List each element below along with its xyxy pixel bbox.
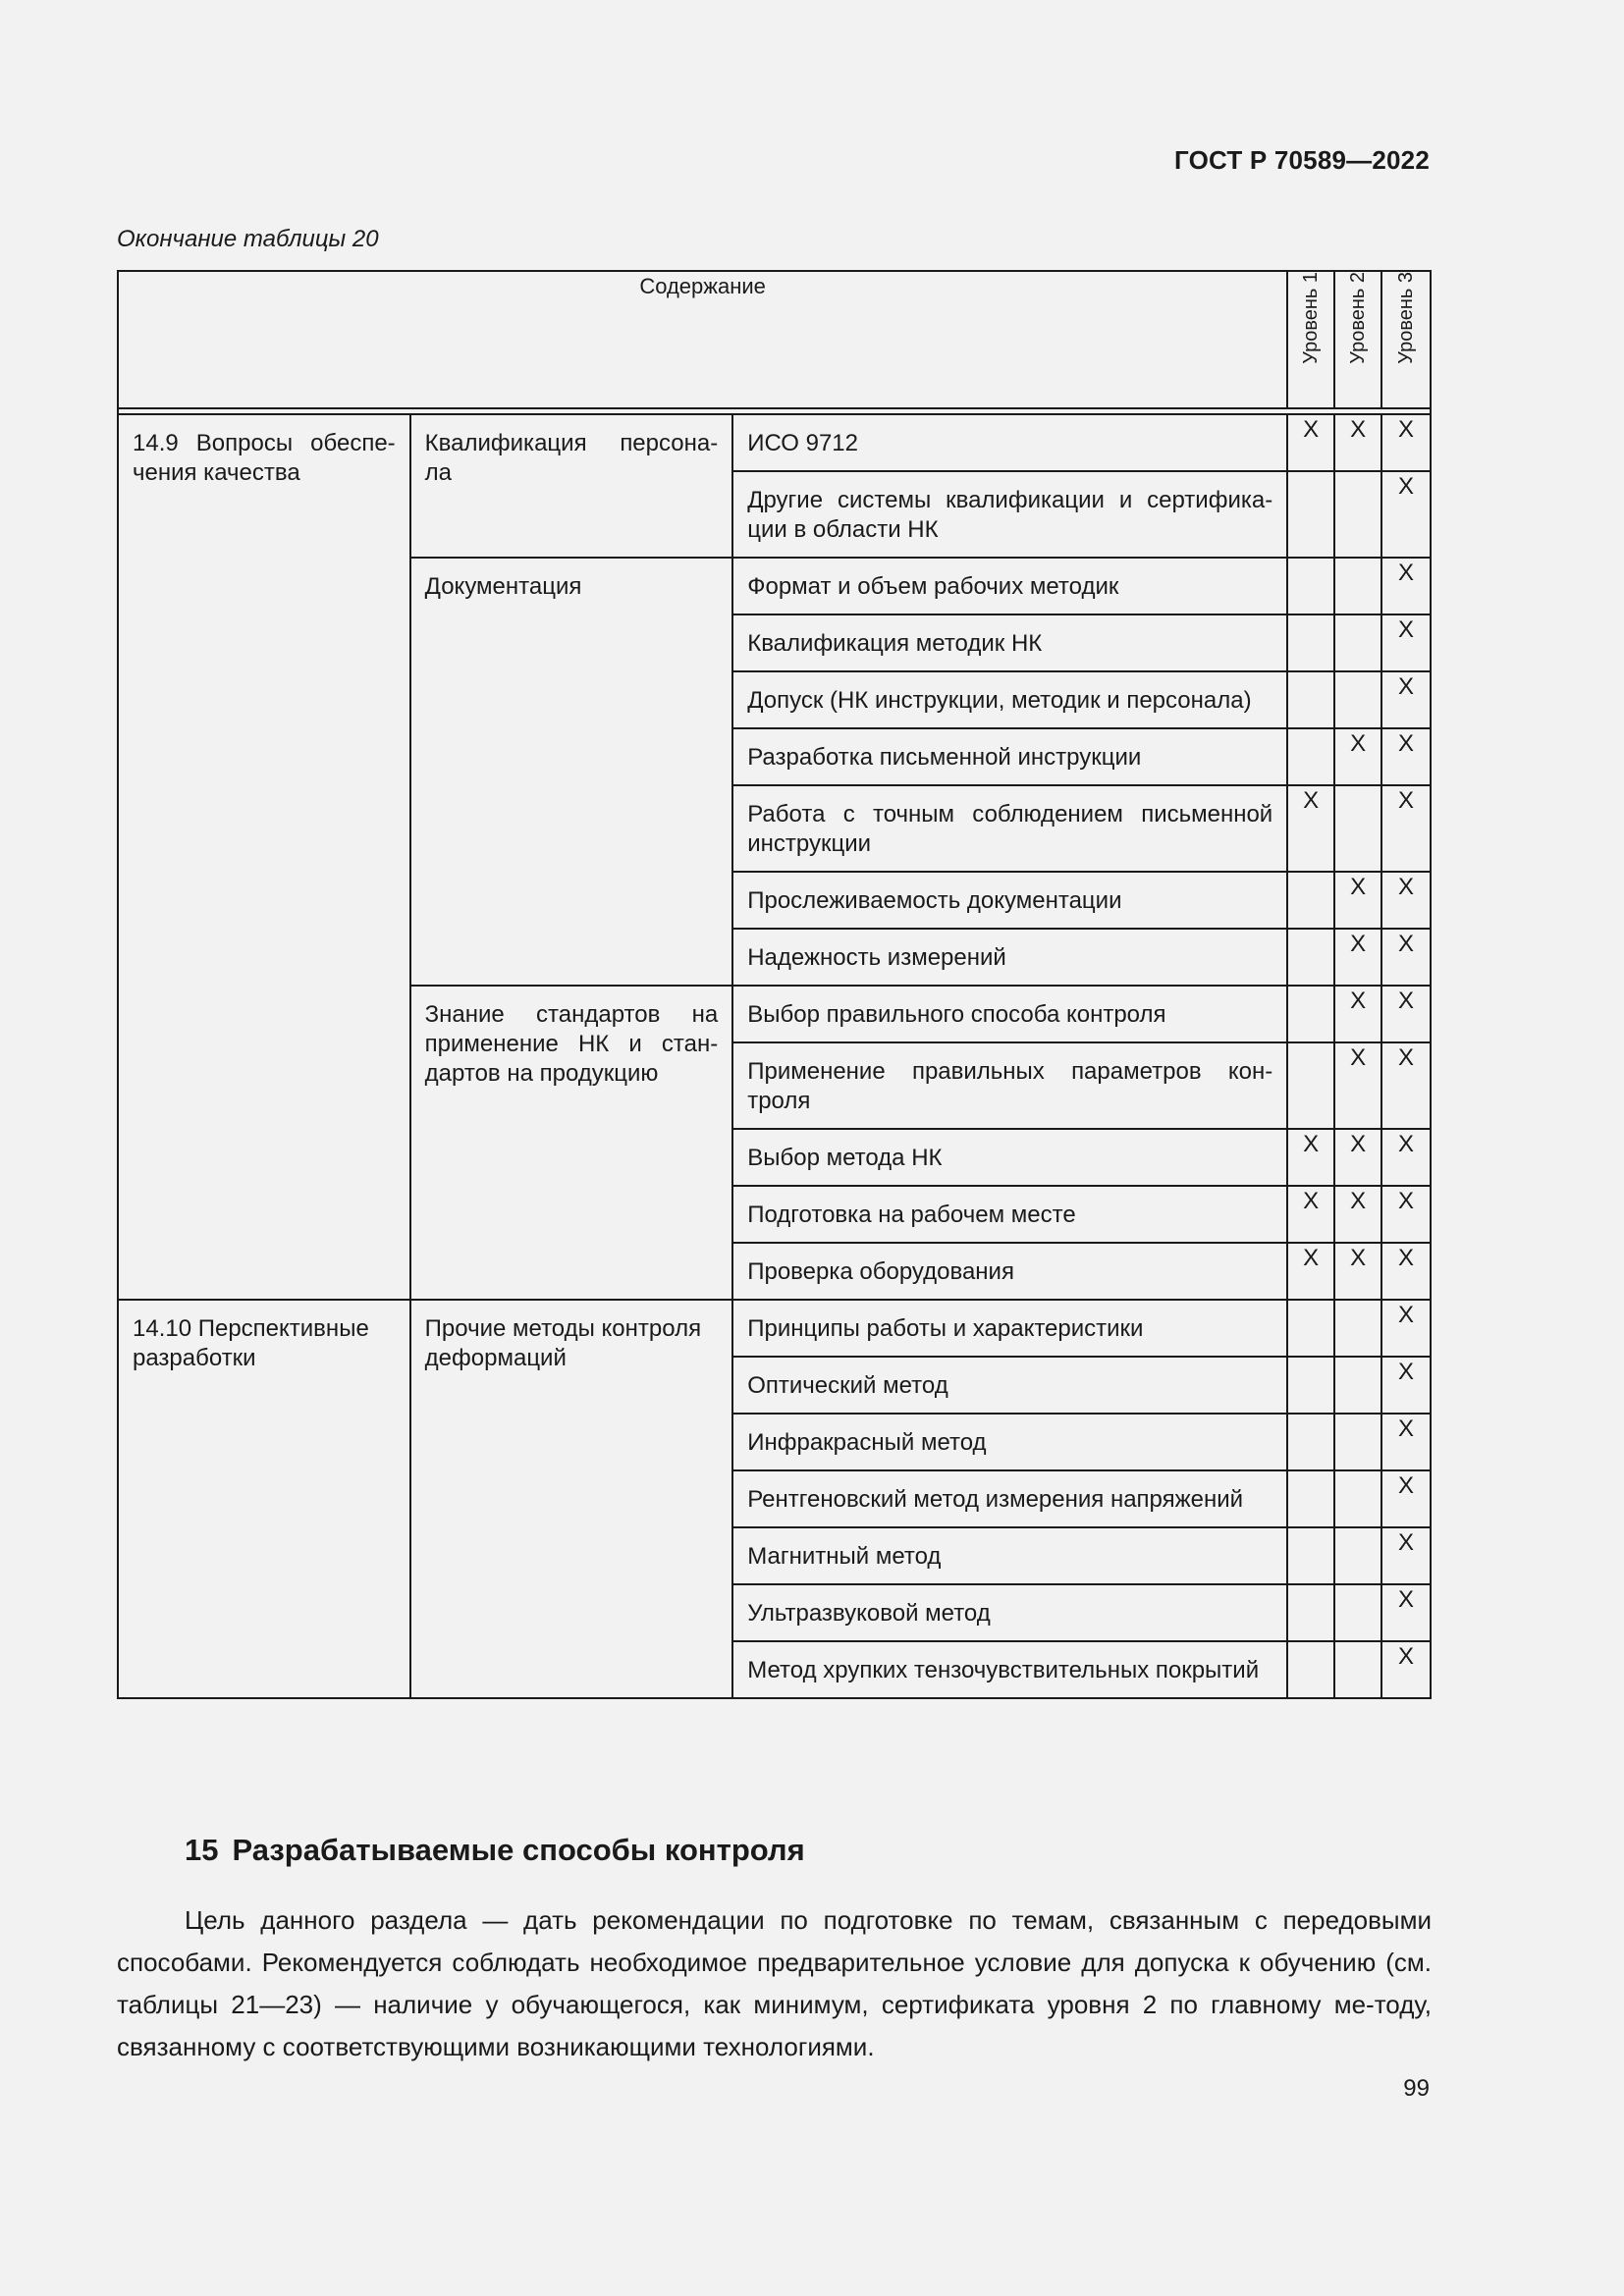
level-1-mark [1287, 558, 1334, 614]
group-title: Квалификация персона-ла [410, 414, 733, 558]
level-3-header: Уровень 3 [1381, 271, 1431, 408]
level-3-mark: X [1381, 1414, 1431, 1470]
level-1-mark [1287, 1357, 1334, 1414]
level-3-mark: X [1381, 1129, 1431, 1186]
item-text: Надежность измерений [732, 929, 1287, 986]
level-1-mark [1287, 1042, 1334, 1129]
item-text: Принципы работы и характеристики [732, 1300, 1287, 1357]
level-2-mark [1334, 671, 1381, 728]
level-2-mark: X [1334, 728, 1381, 785]
table-row [118, 414, 1431, 471]
level-2-header: Уровень 2 [1334, 271, 1381, 408]
level-2-mark [1334, 1641, 1381, 1698]
group-title: Прочие методы контроля деформаций [410, 1300, 733, 1698]
level-1-mark [1287, 728, 1334, 785]
level-1-mark: X [1287, 1186, 1334, 1243]
section-heading [185, 1833, 805, 1868]
level-1-mark [1287, 1414, 1334, 1470]
level-2-mark [1334, 1357, 1381, 1414]
document-code: ГОСТ Р 70589—2022 [1174, 145, 1430, 175]
level-3-mark: X [1381, 414, 1431, 471]
level-3-mark: X [1381, 1300, 1431, 1357]
item-text: Выбор метода НК [732, 1129, 1287, 1186]
item-text: Допуск (НК инструкции, методик и персонала) [732, 671, 1287, 728]
level-3-mark: X [1381, 929, 1431, 986]
item-text: Разработка письменной инструкции [732, 728, 1287, 785]
level-2-mark: X [1334, 1186, 1381, 1243]
item-text: Оптический метод [732, 1357, 1287, 1414]
item-text: Инфракрасный метод [732, 1414, 1287, 1470]
item-text: Подготовка на рабочем месте [732, 1186, 1287, 1243]
level-2-mark [1334, 1527, 1381, 1584]
level-2-mark: X [1334, 1129, 1381, 1186]
level-1-mark [1287, 671, 1334, 728]
level-1-mark [1287, 1584, 1334, 1641]
item-text: Формат и объем рабочих методик [732, 558, 1287, 614]
level-3-mark: X [1381, 1243, 1431, 1300]
level-3-mark: X [1381, 558, 1431, 614]
content-header: Содержание [118, 271, 1287, 408]
level-2-mark [1334, 1584, 1381, 1641]
item-text: Метод хрупких тензочувствительных покрытий [732, 1641, 1287, 1698]
item-text: Другие системы квалификации и сертифика-ции в области НК [732, 471, 1287, 558]
level-3-mark: X [1381, 728, 1431, 785]
level-2-mark: X [1334, 414, 1381, 471]
level-2-mark: X [1334, 1243, 1381, 1300]
requirements-table [117, 270, 1432, 1699]
level-2-mark: X [1334, 986, 1381, 1042]
level-2-mark [1334, 1414, 1381, 1470]
level-3-mark: X [1381, 785, 1431, 872]
level-1-mark [1287, 872, 1334, 929]
level-3-mark: X [1381, 471, 1431, 558]
item-text: Квалификация методик НК [732, 614, 1287, 671]
level-1-mark [1287, 1527, 1334, 1584]
level-2-mark [1334, 1470, 1381, 1527]
section-paragraph: Цель данного раздела — дать рекомендации по подготовке по темам, связанным с передовыми способами. Рекомендуется соблюдать необходимое предварительное условие для допуска к обучению (см. таблицы 21—23) — наличие у обучающегося, как минимум, сертификата уровня 2 по главному ме-тоду, связанному с соответствующими возникающими технологиями. [117, 1905, 1432, 2061]
level-2-mark [1334, 558, 1381, 614]
section-number: 15 [185, 1833, 219, 1867]
item-text: Проверка оборудования [732, 1243, 1287, 1300]
table-caption: Окончание таблицы 20 [117, 226, 379, 252]
level-2-mark [1334, 1300, 1381, 1357]
table-row [118, 1300, 1431, 1357]
item-text: Прослеживаемость документации [732, 872, 1287, 929]
item-text: Магнитный метод [732, 1527, 1287, 1584]
level-2-mark [1334, 471, 1381, 558]
level-3-mark: X [1381, 872, 1431, 929]
item-text: ИСО 9712 [732, 414, 1287, 471]
level-1-mark [1287, 614, 1334, 671]
level-3-mark: X [1381, 1042, 1431, 1129]
level-1-mark [1287, 1300, 1334, 1357]
level-2-mark: X [1334, 1042, 1381, 1129]
level-1-mark: X [1287, 1129, 1334, 1186]
level-3-mark: X [1381, 671, 1431, 728]
group-title: Документация [410, 558, 733, 986]
level-1-mark [1287, 471, 1334, 558]
group-title: Знание стандартов на применение НК и стан-дартов на продукцию [410, 986, 733, 1300]
level-3-mark: X [1381, 1584, 1431, 1641]
level-3-mark: X [1381, 1641, 1431, 1698]
level-1-mark [1287, 1641, 1334, 1698]
level-1-mark [1287, 986, 1334, 1042]
level-2-mark [1334, 785, 1381, 872]
level-3-mark: X [1381, 1527, 1431, 1584]
section-title: 14.9 Вопросы обеспе-чения качества [118, 414, 410, 1300]
level-3-mark: X [1381, 986, 1431, 1042]
level-2-mark [1334, 614, 1381, 671]
section-title-text: Разрабатываемые способы контроля [232, 1833, 805, 1867]
level-1-header: Уровень 1 [1287, 271, 1334, 408]
level-3-mark: X [1381, 1186, 1431, 1243]
level-1-mark [1287, 929, 1334, 986]
section-title: 14.10 Перспективные разработки [118, 1300, 410, 1698]
level-3-mark: X [1381, 1357, 1431, 1414]
level-2-mark: X [1334, 872, 1381, 929]
item-text: Выбор правильного способа контроля [732, 986, 1287, 1042]
item-text: Применение правильных параметров кон-троля [732, 1042, 1287, 1129]
page-number: 99 [1403, 2075, 1430, 2102]
level-3-mark: X [1381, 614, 1431, 671]
level-1-mark: X [1287, 785, 1334, 872]
level-2-mark: X [1334, 929, 1381, 986]
item-text: Ультразвуковой метод [732, 1584, 1287, 1641]
level-3-mark: X [1381, 1470, 1431, 1527]
level-1-mark: X [1287, 1243, 1334, 1300]
level-1-mark [1287, 1470, 1334, 1527]
level-1-mark: X [1287, 414, 1334, 471]
item-text: Работа с точным соблюдением письменной инструкции [732, 785, 1287, 872]
item-text: Рентгеновский метод измерения напряжений [732, 1470, 1287, 1527]
